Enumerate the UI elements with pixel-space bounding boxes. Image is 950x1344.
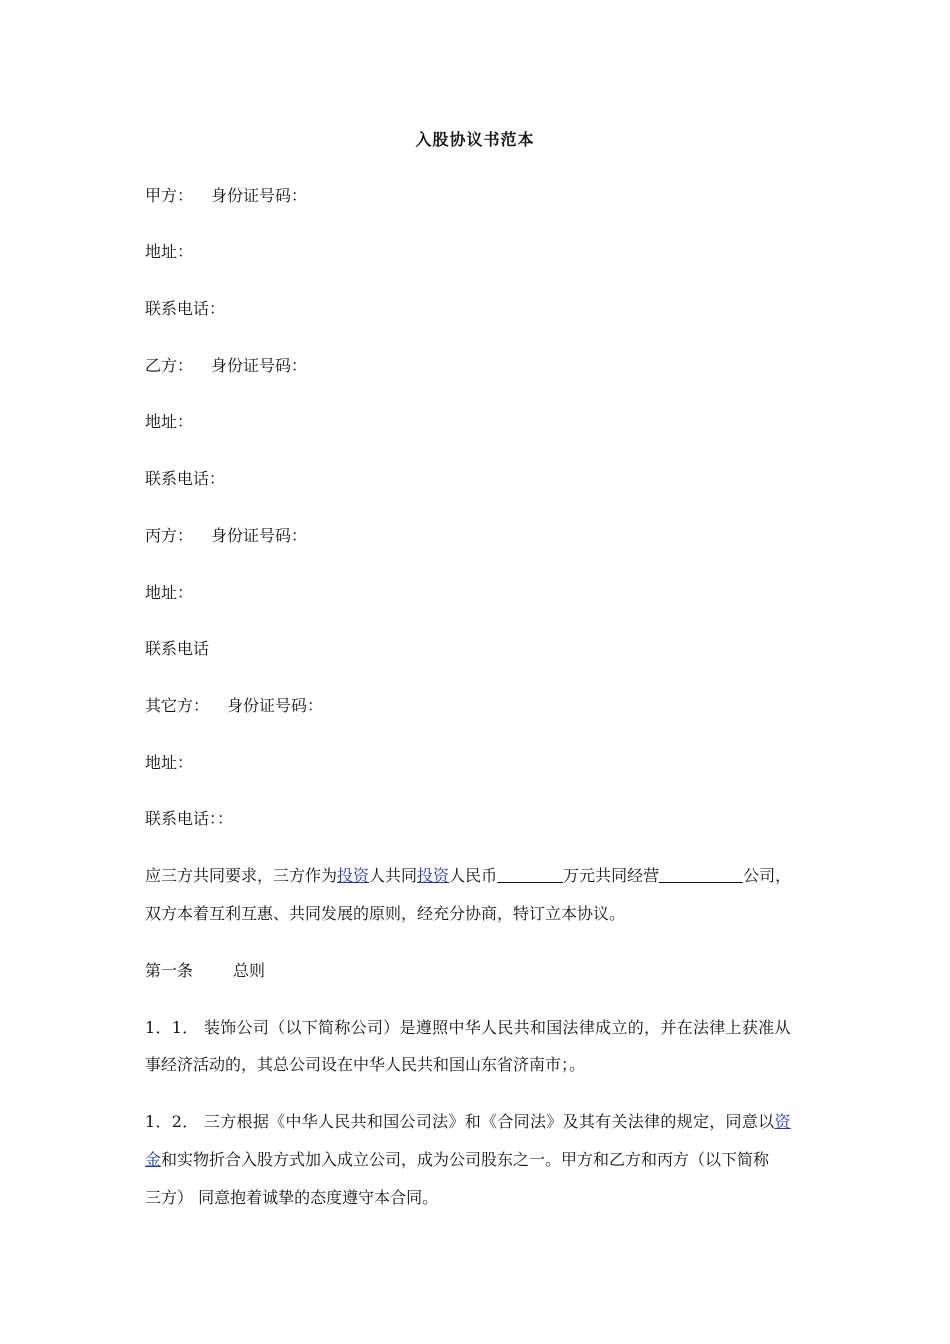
article-1-label: 第一条 xyxy=(145,961,194,980)
party-c-label: 丙方： xyxy=(145,526,194,545)
investment-link-1[interactable]: 投资 xyxy=(337,866,370,885)
party-c-address: 地址： xyxy=(145,583,194,602)
clause-1-2-line-3: 三方） 同意抱着诚挚的态度遵守本合同。 xyxy=(145,1188,439,1207)
party-a-line xyxy=(145,185,307,207)
capital-link-part-1[interactable]: 资 xyxy=(774,1112,791,1131)
clause-1-1-line-2: 事经济活动的，其总公司设在中华人民共和国山东省济南市；。 xyxy=(145,1055,586,1074)
clause-1-2-text-2: 和实物折合入股方式加入成立公司，成为公司股东之一。甲方和乙方和丙方（以下简称 xyxy=(161,1150,770,1169)
party-b-line xyxy=(145,355,307,377)
party-c-id-label: 身份证号码： xyxy=(211,526,308,545)
party-other-line xyxy=(145,695,323,717)
party-a-label: 甲方： xyxy=(145,186,194,205)
party-other-address: 地址： xyxy=(145,753,194,772)
clause-1-1-text-1: 装饰公司（以下简称公司）是遵照中华人民共和国法律成立的，并在法律上获准从 xyxy=(203,1018,791,1037)
intro-line-2: 双方本着互利互惠、共同发展的原则，经充分协商，特订立本协议。 xyxy=(145,904,626,923)
intro-line-1 xyxy=(145,865,791,887)
party-a-address: 地址： xyxy=(145,242,194,261)
clause-1-1-line-1 xyxy=(145,1017,791,1039)
intro-text-4: 万元共同经营 xyxy=(563,866,660,885)
clause-1-2-number: 1．2． xyxy=(145,1112,199,1131)
party-c-phone: 联系电话 xyxy=(145,639,210,658)
intro-text-1: 应三方共同要求，三方作为 xyxy=(145,866,338,885)
document-title: 入股协议书范本 xyxy=(415,130,535,149)
capital-link-part-2[interactable]: 金 xyxy=(145,1150,162,1169)
intro-text-5: 公司， xyxy=(743,866,792,885)
intro-text-2: 人共同 xyxy=(369,866,418,885)
article-1-heading xyxy=(145,960,265,982)
party-other-id-label: 身份证号码： xyxy=(227,696,324,715)
clause-1-2-text-1: 三方根据《中华人民共和国公司法》和《合同法》及其有关法律的规定，同意以 xyxy=(203,1112,775,1131)
party-other-label: 其它方： xyxy=(145,696,210,715)
clause-1-2-line-1 xyxy=(145,1111,791,1133)
clause-1-2-line-2 xyxy=(145,1149,769,1171)
company-name-blank xyxy=(659,866,743,883)
party-b-phone: 联系电话： xyxy=(145,469,226,488)
party-other-phone: 联系电话：： xyxy=(145,809,234,828)
party-b-address: 地址： xyxy=(145,412,194,431)
intro-text-3: 人民币 xyxy=(449,866,498,885)
article-1-title: 总则 xyxy=(233,961,266,980)
amount-blank xyxy=(497,866,563,883)
party-b-label: 乙方： xyxy=(145,356,194,375)
party-a-id-label: 身份证号码： xyxy=(211,186,308,205)
clause-1-1-number: 1．1． xyxy=(145,1018,199,1037)
party-b-id-label: 身份证号码： xyxy=(211,356,308,375)
party-a-phone: 联系电话： xyxy=(145,299,226,318)
party-c-line xyxy=(145,525,307,547)
investment-link-2[interactable]: 投资 xyxy=(417,866,450,885)
